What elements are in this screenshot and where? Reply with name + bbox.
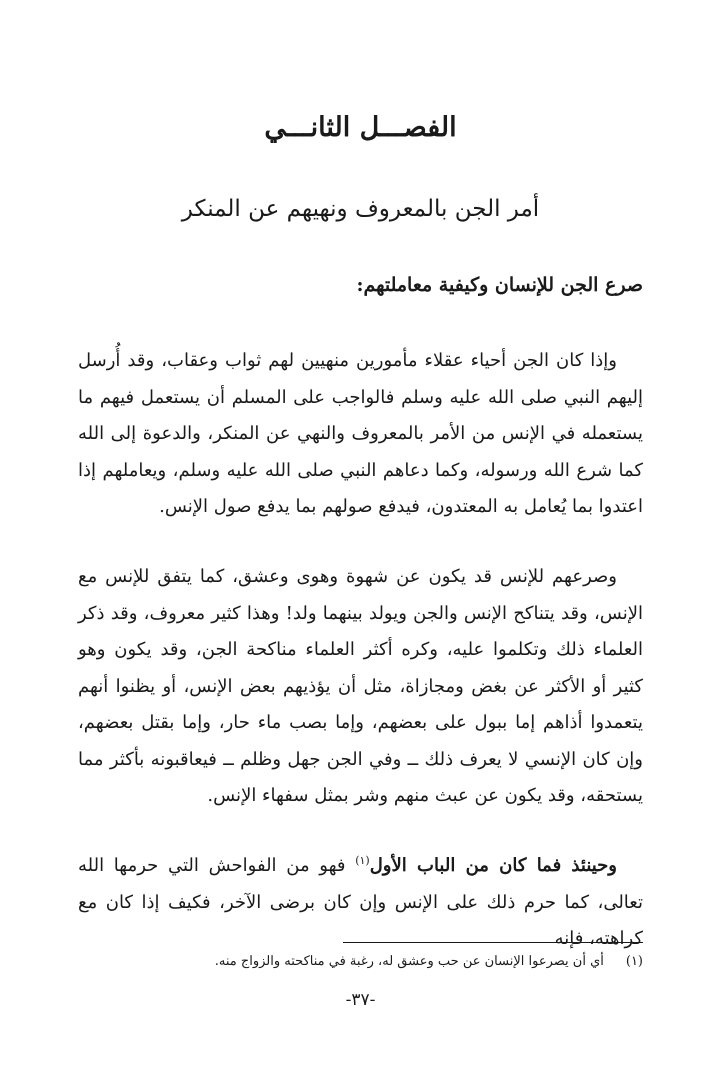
paragraph-3-lead: وحينئذ فما كان من الباب الأول: [369, 855, 617, 876]
paragraph-2-text: وصرعهم للإنس قد يكون عن شهوة وهوى وعشق، كما يتفق للإنس مع الإنس، وقد يتناكح الإنس والجن ويولد بينهما ولد! وهذا كثير معروف، وقد ذكر العلماء ذلك وتكلموا عليه، وكره أكثر العلماء مناكحة الجن، وقد يكون وهو كثير أو الأكثر عن بغض ومجازاة، مثل أن يؤذيهم بعض الإنس، أو يظنوا أنهم يتعمدوا أذاهم إما ببول على بعضهم، وإما بصب ماء حار، وإما بقتل بعضهم، وإن كان الإنسي لا يعرف ذلك ــ وفي الجن جهل وظلم ــ فيعاقبونه بأكثر مما يستحقه، وقد يكون عن عبث منهم وشر بمثل سفهاء الإنس.: [78, 566, 643, 806]
footnote: [78, 952, 643, 972]
footnote-reference[interactable]: (١): [355, 854, 370, 867]
footnote-divider: [343, 942, 643, 943]
section-heading: صرع الجن للإنسان وكيفية معاملتهم:: [356, 274, 643, 296]
chapter-subtitle: أمر الجن بالمعروف ونهيهم عن المنكر: [181, 196, 540, 222]
paragraph-3: [78, 843, 643, 958]
paragraph-1: [78, 343, 643, 526]
paragraph-2: [78, 559, 643, 815]
paragraph-3-text: فهو من الفواحش التي حرمها الله تعالى، كما حرم ذلك على الإنس وإن كان برضى الآخر، فكيف إذا كان مع كراهته، فإنه: [78, 855, 643, 949]
paragraph-1-text: وإذا كان الجن أحياء عقلاء مأمورين منهيين لهم ثواب وعقاب، وقد أُرسل إليهم النبي صلى الله عليه وسلم فالواجب على المسلم أن يستعمل فيهم ما يستعمله في الإنس من الأمر بالمعروف والنهي عن المنكر، والدعوة إلى الله كما شرع الله ورسوله، وكما دعاهم النبي صلى الله عليه وسلم، ويعاملهم إذا اعتدوا بما يُعامل به المعتدون، فيدفع صولهم بما يدفع صول الإنس.: [78, 350, 643, 517]
chapter-title: الفصـــل الثانـــي: [264, 112, 457, 143]
footnote-number: (١): [625, 954, 643, 969]
page-number: -٣٧-: [345, 990, 376, 1010]
footnote-text: أي أن يصرعوا الإنسان عن حب وعشق له، رغبة في مناكحته والزواج منه.: [214, 954, 604, 969]
